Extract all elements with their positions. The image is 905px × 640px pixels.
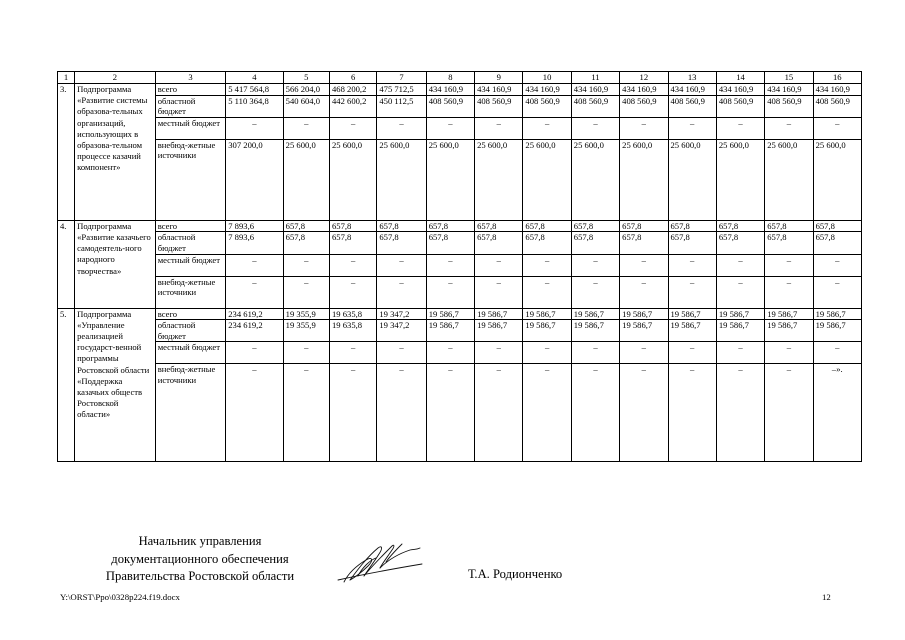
table-row bbox=[58, 320, 862, 342]
funding-value: 25 600,0 bbox=[283, 139, 329, 220]
funding-value: – bbox=[620, 342, 668, 364]
signer-name: Т.А. Родионченко bbox=[468, 567, 563, 581]
funding-value: 19 586,7 bbox=[620, 320, 668, 342]
column-number: 4 bbox=[226, 72, 283, 84]
funding-value: 657,8 bbox=[377, 232, 426, 254]
funding-value: – bbox=[620, 254, 668, 276]
table-row bbox=[58, 84, 862, 96]
funding-source: местный бюджет bbox=[155, 117, 226, 139]
funding-value: 19 586,7 bbox=[475, 308, 523, 320]
funding-value: 7 893,6 bbox=[226, 232, 283, 254]
column-number: 13 bbox=[668, 72, 716, 84]
funding-value: – bbox=[571, 117, 619, 139]
funding-value: 442 600,2 bbox=[330, 95, 377, 117]
funding-value: 434 160,9 bbox=[813, 84, 861, 96]
funding-value: 657,8 bbox=[523, 232, 571, 254]
funding-value: 234 619,2 bbox=[226, 320, 283, 342]
funding-source: внебюд-жетные источники bbox=[155, 276, 226, 308]
funding-value: – bbox=[377, 254, 426, 276]
column-number: 7 bbox=[377, 72, 426, 84]
funding-value: – bbox=[716, 342, 764, 364]
table-row bbox=[58, 254, 862, 276]
funding-value: 434 160,9 bbox=[475, 84, 523, 96]
funding-value: – bbox=[813, 276, 861, 308]
funding-value: 657,8 bbox=[283, 220, 329, 232]
funding-value: – bbox=[226, 117, 283, 139]
funding-value: 19 586,7 bbox=[571, 308, 619, 320]
funding-source: областной бюджет bbox=[155, 95, 226, 117]
funding-value: 25 600,0 bbox=[813, 139, 861, 220]
funding-value: – bbox=[813, 254, 861, 276]
funding-value: – bbox=[765, 364, 813, 462]
funding-source: областной бюджет bbox=[155, 232, 226, 254]
funding-value: 25 600,0 bbox=[716, 139, 764, 220]
funding-value: 408 560,9 bbox=[668, 95, 716, 117]
funding-value: – bbox=[475, 254, 523, 276]
funding-value: – bbox=[226, 276, 283, 308]
funding-value: – bbox=[668, 117, 716, 139]
funding-value: 408 560,9 bbox=[716, 95, 764, 117]
funding-value: 657,8 bbox=[765, 232, 813, 254]
page-number: 12 bbox=[822, 592, 831, 602]
funding-value: – bbox=[523, 364, 571, 462]
funding-value: 19 586,7 bbox=[668, 320, 716, 342]
funding-value: 7 893,6 bbox=[226, 220, 283, 232]
funding-value: 657,8 bbox=[620, 220, 668, 232]
column-number: 1 bbox=[58, 72, 75, 84]
funding-value: 19 586,7 bbox=[571, 320, 619, 342]
funding-value: 657,8 bbox=[523, 220, 571, 232]
funding-value: 19 635,8 bbox=[330, 308, 377, 320]
funding-value: – bbox=[765, 117, 813, 139]
official-position bbox=[60, 533, 340, 586]
funding-value: 468 200,2 bbox=[330, 84, 377, 96]
funding-value: – bbox=[813, 117, 861, 139]
funding-value: – bbox=[330, 276, 377, 308]
funding-value: – bbox=[426, 342, 474, 364]
column-number: 3 bbox=[155, 72, 226, 84]
funding-value: 657,8 bbox=[475, 220, 523, 232]
funding-value: – bbox=[523, 254, 571, 276]
funding-value: 657,8 bbox=[620, 232, 668, 254]
funding-value: – bbox=[668, 342, 716, 364]
funding-value: – bbox=[377, 364, 426, 462]
column-number: 14 bbox=[716, 72, 764, 84]
funding-value: 25 600,0 bbox=[426, 139, 474, 220]
funding-source: внебюд-жетные источники bbox=[155, 364, 226, 462]
funding-value: 5 110 364,8 bbox=[226, 95, 283, 117]
header-row bbox=[58, 72, 862, 84]
funding-value: 657,8 bbox=[330, 232, 377, 254]
funding-value: 657,8 bbox=[716, 220, 764, 232]
funding-value: – bbox=[226, 254, 283, 276]
table-row bbox=[58, 308, 862, 320]
funding-value: – bbox=[426, 276, 474, 308]
funding-value: – bbox=[620, 364, 668, 462]
column-number: 5 bbox=[283, 72, 329, 84]
table-row bbox=[58, 342, 862, 364]
funding-value: – bbox=[716, 276, 764, 308]
funding-value: 657,8 bbox=[571, 232, 619, 254]
funding-value: 19 347,2 bbox=[377, 320, 426, 342]
funding-value: 19 586,7 bbox=[620, 308, 668, 320]
funding-value: – bbox=[283, 342, 329, 364]
funding-source: внебюд-жетные источники bbox=[155, 139, 226, 220]
funding-value: 657,8 bbox=[813, 220, 861, 232]
funding-value: 19 586,7 bbox=[765, 308, 813, 320]
funding-value: – bbox=[330, 364, 377, 462]
funding-value: – bbox=[226, 342, 283, 364]
column-number: 11 bbox=[571, 72, 619, 84]
funding-value: – bbox=[620, 117, 668, 139]
row-number: 3. bbox=[58, 84, 75, 221]
funding-value: 434 160,9 bbox=[620, 84, 668, 96]
funding-value: 657,8 bbox=[426, 232, 474, 254]
funding-value: 657,8 bbox=[571, 220, 619, 232]
funding-value: 657,8 bbox=[426, 220, 474, 232]
funding-value: – bbox=[765, 254, 813, 276]
funding-value: 475 712,5 bbox=[377, 84, 426, 96]
funding-value: 657,8 bbox=[283, 232, 329, 254]
handwritten-signature bbox=[336, 536, 424, 590]
funding-value: – bbox=[571, 342, 619, 364]
funding-value: 434 160,9 bbox=[426, 84, 474, 96]
funding-source: всего bbox=[155, 84, 226, 96]
funding-value: 408 560,9 bbox=[620, 95, 668, 117]
funding-table bbox=[57, 71, 862, 462]
funding-value: 19 586,7 bbox=[716, 308, 764, 320]
funding-value: 25 600,0 bbox=[765, 139, 813, 220]
table-row bbox=[58, 117, 862, 139]
funding-value: – bbox=[620, 276, 668, 308]
column-number: 9 bbox=[475, 72, 523, 84]
funding-value: 25 600,0 bbox=[377, 139, 426, 220]
column-number: 15 bbox=[765, 72, 813, 84]
funding-value: 25 600,0 bbox=[620, 139, 668, 220]
funding-value: – bbox=[765, 342, 813, 364]
funding-value: 19 586,7 bbox=[523, 308, 571, 320]
table-row bbox=[58, 95, 862, 117]
funding-value: 19 355,9 bbox=[283, 320, 329, 342]
funding-value: 408 560,9 bbox=[765, 95, 813, 117]
funding-value: – bbox=[330, 117, 377, 139]
funding-value: 566 204,0 bbox=[283, 84, 329, 96]
funding-value: – bbox=[283, 276, 329, 308]
funding-value: – bbox=[668, 364, 716, 462]
funding-value: 657,8 bbox=[765, 220, 813, 232]
funding-value: – bbox=[377, 342, 426, 364]
position-line: документационного обеспечения bbox=[111, 551, 289, 566]
funding-value: – bbox=[283, 364, 329, 462]
column-number: 12 bbox=[620, 72, 668, 84]
funding-value: – bbox=[377, 276, 426, 308]
funding-value: – bbox=[571, 276, 619, 308]
column-number: 6 bbox=[330, 72, 377, 84]
subprogram-name: Подпрограмма «Развитие казачьего самодеятель-ного народного творчества» bbox=[75, 220, 156, 308]
funding-value: 408 560,9 bbox=[426, 95, 474, 117]
funding-value: – bbox=[571, 254, 619, 276]
file-path: Y:\ORST\Ppo\0328p224.f19.docx bbox=[60, 592, 180, 602]
funding-value: 408 560,9 bbox=[475, 95, 523, 117]
column-number: 10 bbox=[523, 72, 571, 84]
funding-source: областной бюджет bbox=[155, 320, 226, 342]
funding-value: 19 586,7 bbox=[668, 308, 716, 320]
position-line: Правительства Ростовской области bbox=[105, 569, 295, 584]
row-number: 4. bbox=[58, 220, 75, 308]
funding-value: – bbox=[330, 254, 377, 276]
funding-value: 19 586,7 bbox=[426, 320, 474, 342]
funding-value: 25 600,0 bbox=[330, 139, 377, 220]
funding-value: 19 355,9 bbox=[283, 308, 329, 320]
funding-value: – bbox=[523, 117, 571, 139]
funding-value: 25 600,0 bbox=[571, 139, 619, 220]
funding-value: – bbox=[475, 276, 523, 308]
funding-value: 434 160,9 bbox=[765, 84, 813, 96]
funding-value: – bbox=[426, 117, 474, 139]
funding-value: 434 160,9 bbox=[523, 84, 571, 96]
funding-value: 5 417 564,8 bbox=[226, 84, 283, 96]
funding-value: 657,8 bbox=[330, 220, 377, 232]
funding-value: – bbox=[426, 364, 474, 462]
table-row bbox=[58, 220, 862, 232]
funding-source: местный бюджет bbox=[155, 254, 226, 276]
position-line: Начальник управления bbox=[138, 534, 262, 548]
funding-value: – bbox=[716, 117, 764, 139]
table-row bbox=[58, 276, 862, 308]
funding-value: 19 586,7 bbox=[813, 320, 861, 342]
funding-value: 434 160,9 bbox=[571, 84, 619, 96]
funding-value: 657,8 bbox=[668, 232, 716, 254]
funding-value: 540 604,0 bbox=[283, 95, 329, 117]
funding-value: – bbox=[330, 342, 377, 364]
funding-value: 19 586,7 bbox=[813, 308, 861, 320]
funding-source: всего bbox=[155, 308, 226, 320]
subprogram-name: Подпрограмма «Управление реализацией государст-венной программы Ростовской области «Поддержка казачьих обществ Ростовской области» bbox=[75, 308, 156, 462]
funding-value: 234 619,2 bbox=[226, 308, 283, 320]
funding-value: 434 160,9 bbox=[716, 84, 764, 96]
funding-value: – bbox=[475, 342, 523, 364]
funding-value: 657,8 bbox=[377, 220, 426, 232]
row-number: 5. bbox=[58, 308, 75, 462]
funding-value: 657,8 bbox=[475, 232, 523, 254]
funding-value: 25 600,0 bbox=[523, 139, 571, 220]
table-row bbox=[58, 232, 862, 254]
column-number: 2 bbox=[75, 72, 156, 84]
funding-value: 19 586,7 bbox=[523, 320, 571, 342]
funding-source: всего bbox=[155, 220, 226, 232]
funding-value: – bbox=[475, 364, 523, 462]
funding-value: 307 200,0 bbox=[226, 139, 283, 220]
table-row bbox=[58, 139, 862, 220]
funding-source: местный бюджет bbox=[155, 342, 226, 364]
funding-value: – bbox=[226, 364, 283, 462]
funding-value: 434 160,9 bbox=[668, 84, 716, 96]
column-number: 8 bbox=[426, 72, 474, 84]
funding-value: 19 586,7 bbox=[765, 320, 813, 342]
funding-value: – bbox=[377, 117, 426, 139]
funding-value: 19 347,2 bbox=[377, 308, 426, 320]
funding-value: – bbox=[571, 364, 619, 462]
funding-value: – bbox=[668, 276, 716, 308]
funding-value: 19 586,7 bbox=[475, 320, 523, 342]
funding-value: – bbox=[426, 254, 474, 276]
funding-value: – bbox=[668, 254, 716, 276]
funding-value: – bbox=[813, 342, 861, 364]
table-row bbox=[58, 364, 862, 462]
funding-value: – bbox=[523, 276, 571, 308]
funding-value: – bbox=[283, 117, 329, 139]
funding-value: 408 560,9 bbox=[571, 95, 619, 117]
funding-value: 25 600,0 bbox=[475, 139, 523, 220]
funding-value: 408 560,9 bbox=[523, 95, 571, 117]
funding-value: 25 600,0 bbox=[668, 139, 716, 220]
funding-value: – bbox=[283, 254, 329, 276]
funding-value: 19 586,7 bbox=[716, 320, 764, 342]
funding-value: 408 560,9 bbox=[813, 95, 861, 117]
funding-value: 657,8 bbox=[813, 232, 861, 254]
funding-value: – bbox=[765, 276, 813, 308]
funding-value: –». bbox=[813, 364, 861, 462]
subprogram-name: Подпрограмма «Развитие системы образова-тельных организаций, использующих в образова-тельном процессе казачий компонент» bbox=[75, 84, 156, 221]
funding-value: 657,8 bbox=[668, 220, 716, 232]
funding-value: 19 635,8 bbox=[330, 320, 377, 342]
funding-value: 657,8 bbox=[716, 232, 764, 254]
funding-value: – bbox=[716, 364, 764, 462]
funding-value: – bbox=[523, 342, 571, 364]
funding-value: – bbox=[716, 254, 764, 276]
funding-value: 450 112,5 bbox=[377, 95, 426, 117]
funding-value: – bbox=[475, 117, 523, 139]
funding-value: 19 586,7 bbox=[426, 308, 474, 320]
column-number: 16 bbox=[813, 72, 861, 84]
